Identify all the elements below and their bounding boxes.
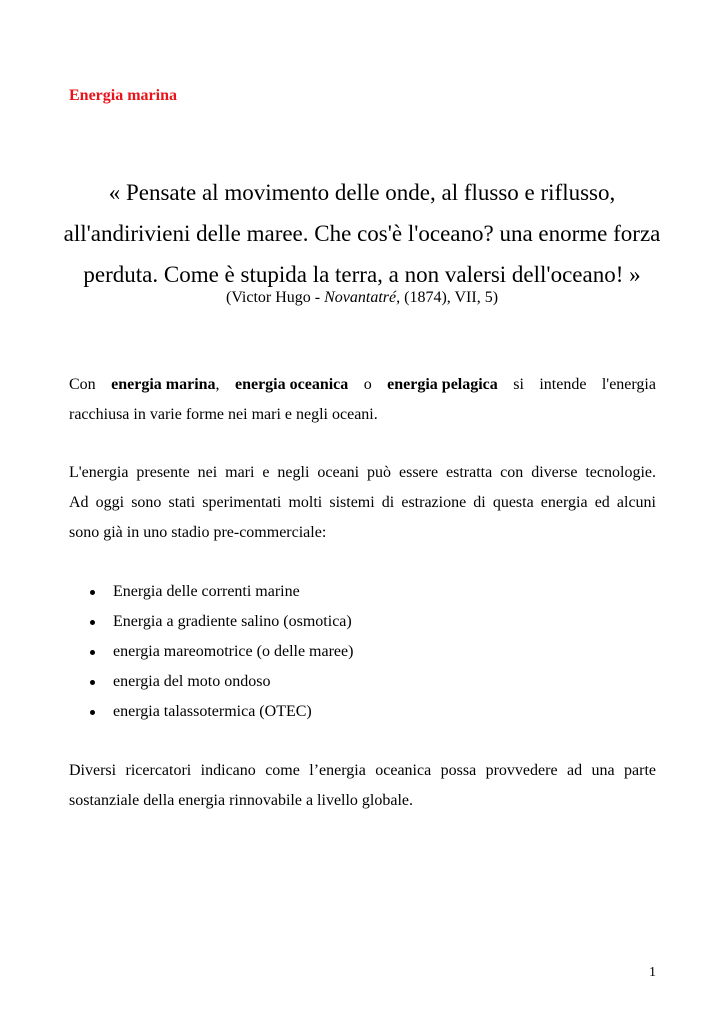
paragraph-line: L'energia presente nei mari e negli oceani può essere estratta con diverse tecnologie.: [69, 464, 656, 481]
paragraph-line: Diversi ricercatori indicano come l’energia oceanica possa provvedere ad una parte: [69, 762, 656, 779]
page-number: 1: [649, 965, 656, 980]
list-item: [69, 637, 353, 667]
paragraph-line: racchiusa in varie forme nei mari e negli oceani.: [69, 406, 378, 423]
list-item-label: energia talassotermica (OTEC): [113, 703, 312, 720]
term-group: [111, 370, 219, 400]
bullet-icon: [90, 680, 95, 685]
quote-line: perduta. Come è stupida la terra, a non valersi dell'oceano! »: [83, 262, 641, 287]
paragraph-line: Ad oggi sono stati sperimentati molti sistemi di estrazione di questa energia ed alcuni: [69, 494, 656, 511]
word: o: [363, 376, 372, 393]
list-item-label: energia del moto ondoso: [113, 673, 271, 690]
word: Con: [69, 376, 96, 393]
quote-line: « Pensate al movimento delle onde, al flusso e riflusso,: [108, 180, 616, 205]
paragraph-line: [69, 370, 656, 400]
epigraph-quote: [50, 172, 674, 295]
list-item-label: Energia a gradiente salino (osmotica): [113, 613, 352, 630]
citation-work-title: Novantatré: [324, 289, 397, 306]
energy-types-list: [69, 577, 353, 727]
word: si: [513, 376, 524, 393]
paragraph-researchers: [69, 756, 656, 816]
quote-line: all'andirivieni delle maree. Che cos'è l'oceano? una enorme forza: [63, 221, 661, 246]
term-energia-pelagica: energia pelagica: [387, 376, 498, 393]
term-energia-oceanica: energia oceanica: [234, 376, 349, 393]
section-title: Energia marina: [69, 87, 177, 104]
word: l'energia: [601, 376, 656, 393]
bullet-icon: [90, 620, 95, 625]
bullet-icon: [90, 650, 95, 655]
comma: ,: [215, 376, 220, 393]
term-energia-marina: energia marina: [111, 376, 216, 393]
list-item: [69, 607, 353, 637]
list-item: [69, 667, 353, 697]
paragraph-line: sono già in uno stadio pre-commerciale:: [69, 524, 327, 541]
paragraph-definition: [69, 370, 656, 430]
list-item-label: energia mareomotrice (o delle maree): [113, 643, 354, 660]
paragraph-technologies: [69, 458, 656, 548]
bullet-icon: [90, 590, 95, 595]
citation-details: , (1874), VII, 5): [396, 289, 499, 306]
list-item-label: Energia delle correnti marine: [113, 583, 300, 600]
paragraph-line: sostanziale della energia rinnovabile a livello globale.: [69, 792, 414, 809]
list-item: [69, 697, 353, 727]
quote-citation: [50, 288, 674, 308]
citation-author: (Victor Hugo -: [225, 289, 325, 306]
word: intende: [539, 376, 587, 393]
bullet-icon: [90, 710, 95, 715]
list-item: [69, 577, 353, 607]
